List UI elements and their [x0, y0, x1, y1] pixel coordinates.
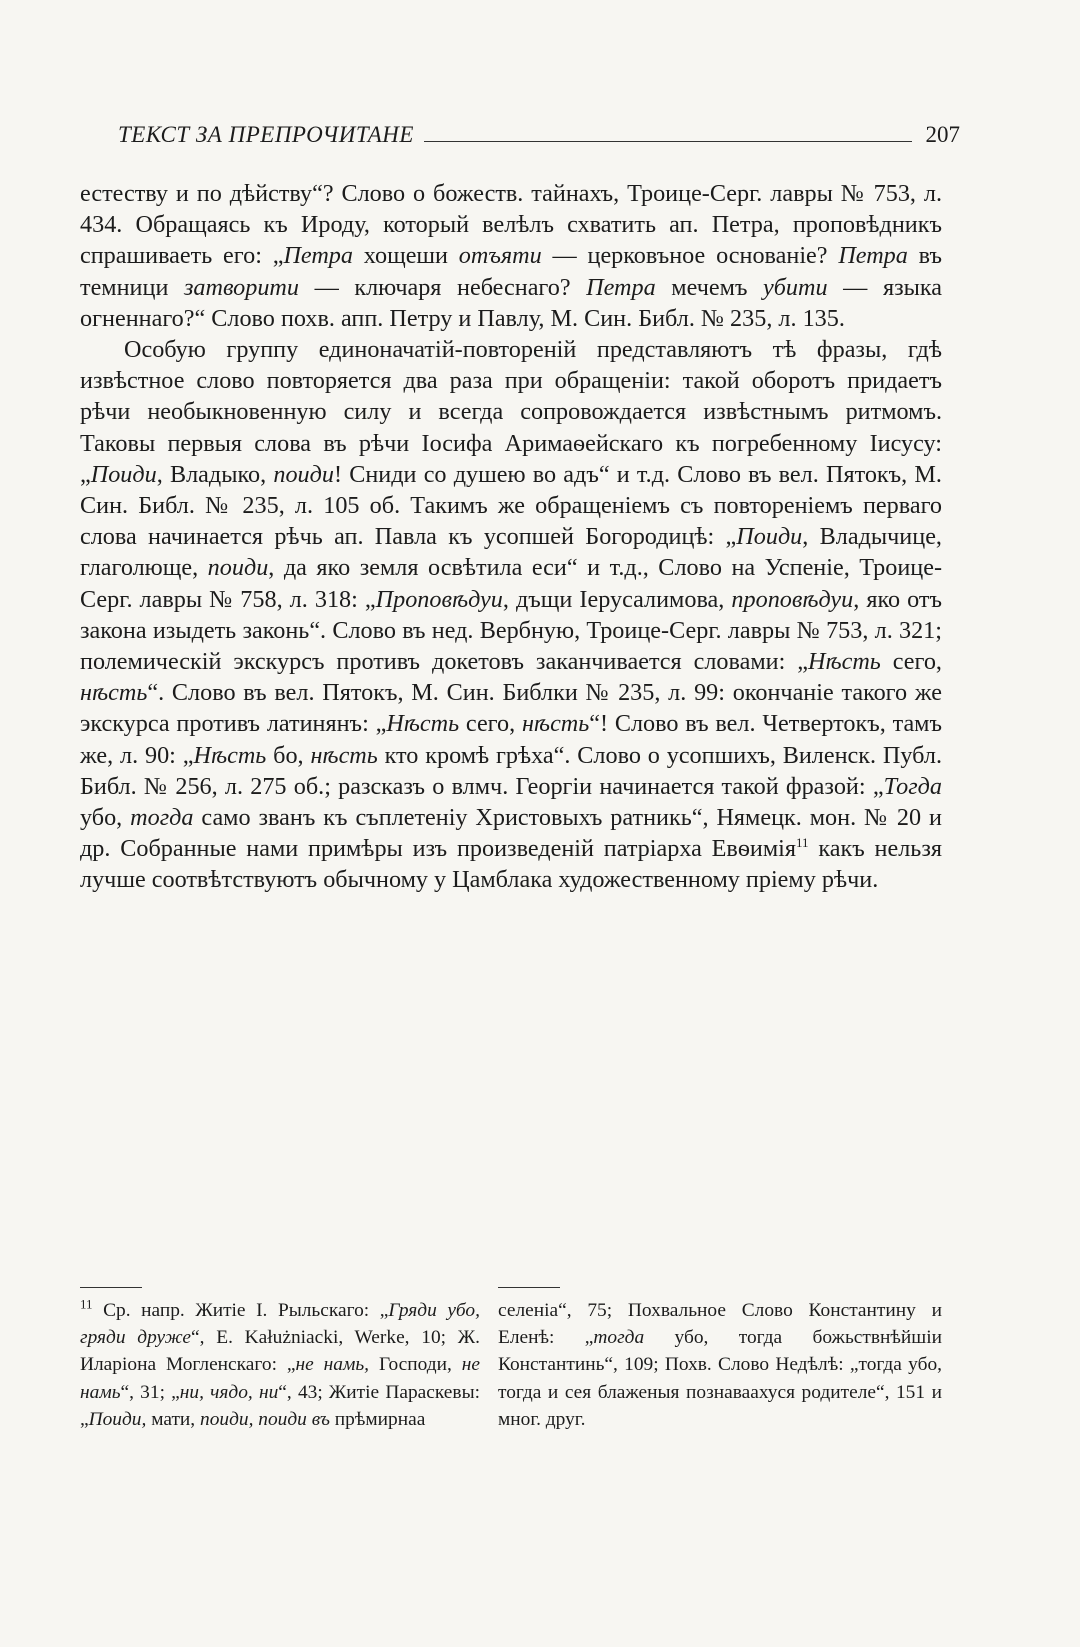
text-run: прѣмирнаа: [329, 1408, 426, 1430]
text-run: селеніа“, 75; Похвальное Слово Константину и Еленѣ: „: [498, 1300, 942, 1349]
text-run: сего,: [459, 710, 522, 738]
text-run: , дъщи Іерусалимова,: [502, 585, 732, 613]
text-run: естеству и по дѣйству“? Слово о божеств. тайнахъ, Троице-Серг. лавры № 753, л. 434. Обращаясь къ Ироду, который велѣлъ схватить ап. Петра, проповѣдникъ спрашиваеть его: „: [80, 180, 942, 270]
running-title: ТЕКСТ ЗА ПРЕПРОЧИТАНЕ: [118, 122, 414, 147]
italic-text: нѣсть: [521, 710, 590, 738]
italic-text: ни, чядо, ни: [179, 1381, 279, 1403]
text-run: “, 43; Житіе Параскевы: „: [80, 1381, 480, 1430]
footnote-column-left: [80, 1297, 480, 1433]
text-run: Господи,: [369, 1354, 462, 1376]
text-run: какъ нельзя лучше соотвѣтствуютъ обычному у Цамблака художественному пріему рѣчи.: [80, 835, 943, 894]
italic-text: поиди: [207, 554, 269, 582]
text-run: , Владыко,: [156, 460, 274, 488]
italic-text: Петра: [283, 242, 353, 270]
text-run: кто кромѣ грѣха“. Слово о усопшихъ, Виленск. Публ. Библ. № 256, л. 275 об.; разсказъ о влмч. Георгіи начинается такой фразой: „: [80, 741, 943, 800]
text-run: , яко отъ закона изыдеть законь“. Слово въ нед. Вербную, Троице-Серг. лавры № 753, л. 321; полемическій экскурсъ противъ докетовъ заканчивается словами: „: [80, 585, 943, 676]
italic-text: Поиди: [90, 460, 157, 488]
text-run: бо,: [266, 741, 311, 769]
running-header: [118, 118, 960, 148]
text-run: , Владычице, глаголюще,: [80, 523, 942, 582]
italic-text: затворити: [183, 273, 299, 301]
italic-text: Поиди,: [88, 1408, 147, 1430]
text-run: “, E. Kałużniacki, Werke, 10; Ж. Иларіона Могленскаго: „: [80, 1327, 480, 1376]
main-text: [80, 178, 942, 896]
text-run: хощеши: [353, 242, 459, 270]
text-run: убо, тогда божьствнѣйшіи Константинь“, 109; Похв. Слово Недѣлѣ: „тогда убо, тогда и сея блаженыя познаваахуся родителе“, 151 и мног. друг.: [498, 1327, 943, 1430]
footnote-marker: 11: [796, 835, 809, 851]
footnote-11: [80, 1297, 480, 1433]
italic-text: Гряди убо, гряди друже: [80, 1300, 480, 1349]
italic-text: нѣсть: [310, 741, 378, 769]
footnote-column-right: [498, 1297, 942, 1433]
text-run: ! Сниди со душею во адъ“ и т.д. Слово въ вел. Пятокъ, М. Син. Библ. № 235, л. 105 об. Такимъ же обращеніемъ съ повтореніемъ перваго слова начинается рѣчь ап. Павла къ усопшей Богородицѣ: „: [80, 460, 942, 551]
italic-text: отъяти: [458, 242, 542, 270]
text-run: мати,: [146, 1408, 200, 1430]
text-run: “. Слово въ вел. Пятокъ, М. Син. Библки № 235, л. 99: окончаніе такого же экскурса противъ латинянъ: „: [80, 679, 942, 738]
text-run: само званъ къ съплетеніу Христовыхъ ратникь“, Нямецк. мон. № 20 и др. Собранные нами примѣры изъ произведеній патріарха Евѳимія: [80, 804, 942, 863]
header-rule: [424, 141, 912, 142]
text-run: — языка огненнаго?“ Слово похв. апп. Петру и Павлу, М. Син. Библ. № 235, л. 135.: [80, 273, 942, 332]
italic-text: Петра: [586, 273, 656, 301]
italic-text: Нѣсть: [386, 710, 460, 738]
italic-text: Поиди: [736, 523, 803, 551]
text-run: мечемъ: [655, 273, 764, 301]
italic-text: тогда: [593, 1327, 645, 1349]
italic-text: Нѣсть: [193, 741, 267, 769]
paragraph-repetitions: [80, 334, 942, 896]
text-run: , да яко земля освѣтила еси“ и т.д., Слово на Успеніе, Троице-Серг. лавры № 758, л. 318: „: [80, 554, 943, 613]
text-run: сего,: [880, 648, 942, 676]
paragraph-continuation: [80, 178, 942, 334]
text-run: “, 31; „: [120, 1381, 180, 1403]
footnote-rule-left: [80, 1287, 142, 1288]
italic-text: Нѣсть: [808, 648, 881, 676]
italic-text: проповѣдуи: [731, 585, 854, 613]
text-run: Особую группу единоначатій-повтореній представляютъ тѣ фразы, гдѣ извѣстное слово повторяется два раза при обращеніи: такой оборотъ придаетъ рѣчи необыкновенную силу и всегда сопровождается извѣстнымъ ритмомъ. Таковы первыя слова въ рѣчи Іосифа Аримаѳейскаго къ погребенному Іисусу: „: [80, 336, 942, 488]
footnote-rule-right: [498, 1287, 560, 1288]
footnote-marker: 11: [80, 1296, 93, 1312]
page-number: 207: [925, 122, 960, 147]
italic-text: поиди, поиди въ: [200, 1408, 330, 1430]
italic-text: не намь,: [295, 1354, 370, 1376]
text-run: въ темници: [80, 242, 942, 301]
text-run: “! Слово въ вел. Четвертокъ, тамъ же, л. 90: „: [80, 710, 942, 769]
italic-text: Петра: [838, 242, 908, 270]
italic-text: тогда: [130, 804, 194, 832]
italic-text: не намь: [80, 1354, 481, 1403]
footnote-11-continued: [498, 1297, 942, 1433]
italic-text: Тогда: [883, 772, 942, 800]
italic-text: убити: [763, 273, 828, 301]
italic-text: Проповѣдуи: [375, 585, 503, 613]
text-run: — церковъное основаніе?: [541, 242, 839, 270]
italic-text: нѣсть: [80, 679, 148, 707]
text-run: Ср. напр. Житіе І. Рыльскаго: „: [92, 1300, 389, 1321]
text-run: — ключаря небеснаго?: [299, 273, 587, 301]
italic-text: поиди: [273, 460, 334, 488]
text-run: убо,: [80, 804, 131, 832]
